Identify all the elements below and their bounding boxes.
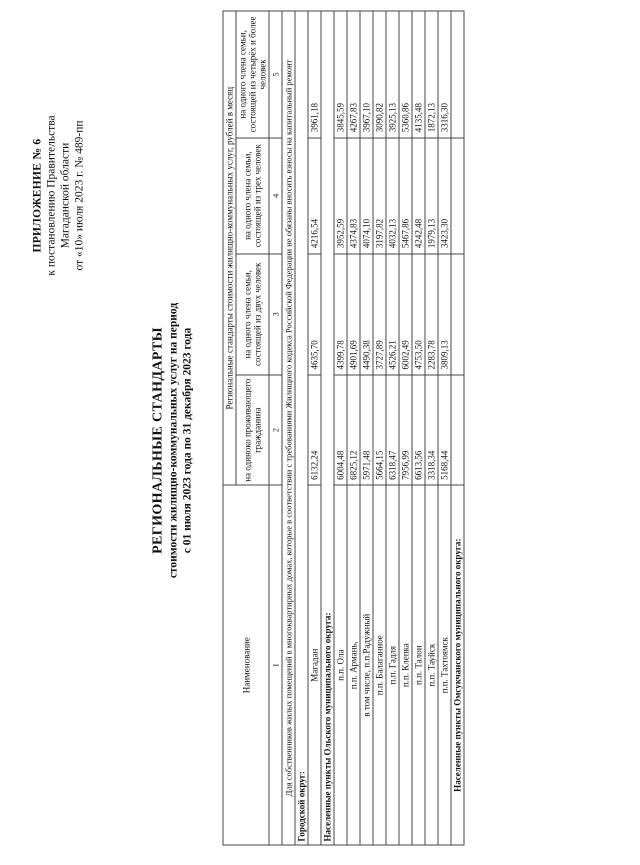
header-group: Региональные стандарты стоимости жилищно-коммунальных услуг, рублей в месяц bbox=[223, 11, 236, 485]
row-name: п.п. Клепка bbox=[399, 485, 412, 845]
row-value: 4135,48 bbox=[412, 11, 425, 138]
row-value: 4490,38 bbox=[360, 253, 373, 374]
col-number: 2 bbox=[269, 374, 282, 484]
row-value: 6613,56 bbox=[412, 374, 425, 484]
table-row bbox=[399, 11, 412, 845]
row-value: 4032,13 bbox=[386, 137, 399, 253]
row-value: 4267,83 bbox=[347, 11, 360, 138]
row-value: 3316,30 bbox=[438, 11, 451, 138]
row-value: 5971,48 bbox=[360, 374, 373, 484]
heading-title: РЕГИОНАЛЬНЫЕ СТАНДАРТЫ bbox=[150, 326, 165, 554]
header-col-two: на одного члена семьи, состоящей из двух человек bbox=[236, 253, 269, 374]
row-value: 5467,86 bbox=[399, 137, 412, 253]
row-value: 5360,86 bbox=[399, 11, 412, 138]
empty-cell bbox=[451, 11, 464, 138]
row-value: 3727,89 bbox=[373, 253, 386, 374]
row-value: 4242,48 bbox=[412, 137, 425, 253]
table-row bbox=[360, 11, 373, 845]
row-value: 5168,44 bbox=[438, 374, 451, 484]
row-value: 5664,15 bbox=[373, 374, 386, 484]
table-row bbox=[373, 11, 386, 845]
group-header-city: Городской округ: bbox=[295, 11, 308, 845]
empty-cell bbox=[451, 137, 464, 253]
heading-line-2: с 01 июля 2023 года по 31 декабря 2023 года bbox=[181, 327, 193, 553]
row-value: 4216,54 bbox=[308, 137, 321, 253]
row-value: 6002,49 bbox=[399, 253, 412, 374]
row-value: 2283,78 bbox=[425, 253, 438, 374]
row-value: 3423,30 bbox=[438, 137, 451, 253]
heading-line-1: стоимости жилищно-коммунальных услуг на период bbox=[167, 302, 179, 578]
appendix-line-1: к постановлению Правительства bbox=[45, 114, 57, 276]
row-value: 3925,13 bbox=[386, 11, 399, 138]
row-value: 3318,34 bbox=[425, 374, 438, 484]
row-name: п.п. Тахтоямск bbox=[438, 485, 451, 845]
col-number: 3 bbox=[269, 253, 282, 374]
row-name: Магадан bbox=[308, 485, 321, 845]
table-row bbox=[308, 11, 321, 845]
row-value: 4753,50 bbox=[412, 253, 425, 374]
row-value: 6132,24 bbox=[308, 374, 321, 484]
row-value: 1872,13 bbox=[425, 11, 438, 138]
row-value: 7956,99 bbox=[399, 374, 412, 484]
document-heading bbox=[150, 225, 194, 655]
row-value: 4901,69 bbox=[347, 253, 360, 374]
row-name: п.п. Гадля bbox=[386, 485, 399, 845]
row-value: 4074,10 bbox=[360, 137, 373, 253]
row-name: в том числе, п.п.Радужный bbox=[360, 485, 373, 845]
section-note: Для собственников жилых помещений в многоквартирных домах, которые в соответствии с требованиями Жилищного кодекса Российской Федерации не обязаны вносить взносы на капитальный ремонт bbox=[282, 11, 295, 845]
empty-cell bbox=[451, 253, 464, 374]
row-value: 3090,82 bbox=[373, 11, 386, 138]
row-value: 4526,21 bbox=[386, 253, 399, 374]
table-row bbox=[425, 11, 438, 845]
row-value: 3952,59 bbox=[334, 137, 347, 253]
row-value: 4635,70 bbox=[308, 253, 321, 374]
header-col-three: на одного члена семьи, состоящей из трех человек bbox=[236, 137, 269, 253]
row-value: 3961,18 bbox=[308, 11, 321, 138]
row-name: п.п. Ола bbox=[334, 485, 347, 845]
table-row bbox=[334, 11, 347, 845]
row-value: 6318,47 bbox=[386, 374, 399, 484]
row-value: 3967,10 bbox=[360, 11, 373, 138]
standards-table bbox=[222, 10, 464, 845]
appendix-block bbox=[30, 70, 86, 320]
row-name: п.п. Талон bbox=[412, 485, 425, 845]
row-name: п.п. Тауйск bbox=[425, 485, 438, 845]
table-row bbox=[386, 11, 399, 845]
appendix-line-3: от «10» июля 2023 г. № 489-пп bbox=[73, 119, 85, 271]
row-value: 4399,78 bbox=[334, 253, 347, 374]
appendix-line-2: Магаданской области bbox=[59, 142, 71, 248]
empty-cell bbox=[451, 374, 464, 484]
col-number: 5 bbox=[269, 11, 282, 138]
row-name: п.п. Армань, bbox=[347, 485, 360, 845]
row-value: 6825,12 bbox=[347, 374, 360, 484]
header-name: Наименование bbox=[223, 485, 269, 845]
row-value: 1979,13 bbox=[425, 137, 438, 253]
row-value: 6004,48 bbox=[334, 374, 347, 484]
group-header-omsukchan: Населенные пункты Омсукчанского муниципального округа: bbox=[451, 485, 464, 845]
header-col-four: на одного члена семьи, состоящей из четырёх и более человек bbox=[236, 11, 269, 138]
group-header-olsky: Населенные пункты Ольского муниципального округа: bbox=[321, 11, 334, 845]
col-number: 1 bbox=[269, 485, 282, 845]
row-value: 3809,13 bbox=[438, 253, 451, 374]
appendix-title: ПРИЛОЖЕНИЕ № 6 bbox=[31, 138, 43, 253]
row-value: 3845,59 bbox=[334, 11, 347, 138]
table-row bbox=[347, 11, 360, 845]
table-row bbox=[412, 11, 425, 845]
col-number: 4 bbox=[269, 137, 282, 253]
row-value: 4374,83 bbox=[347, 137, 360, 253]
row-name: п.п. Балаганное bbox=[373, 485, 386, 845]
header-col-single: на одиноко проживающего гражданина bbox=[236, 374, 269, 484]
row-value: 3197,82 bbox=[373, 137, 386, 253]
table-row bbox=[438, 11, 451, 845]
